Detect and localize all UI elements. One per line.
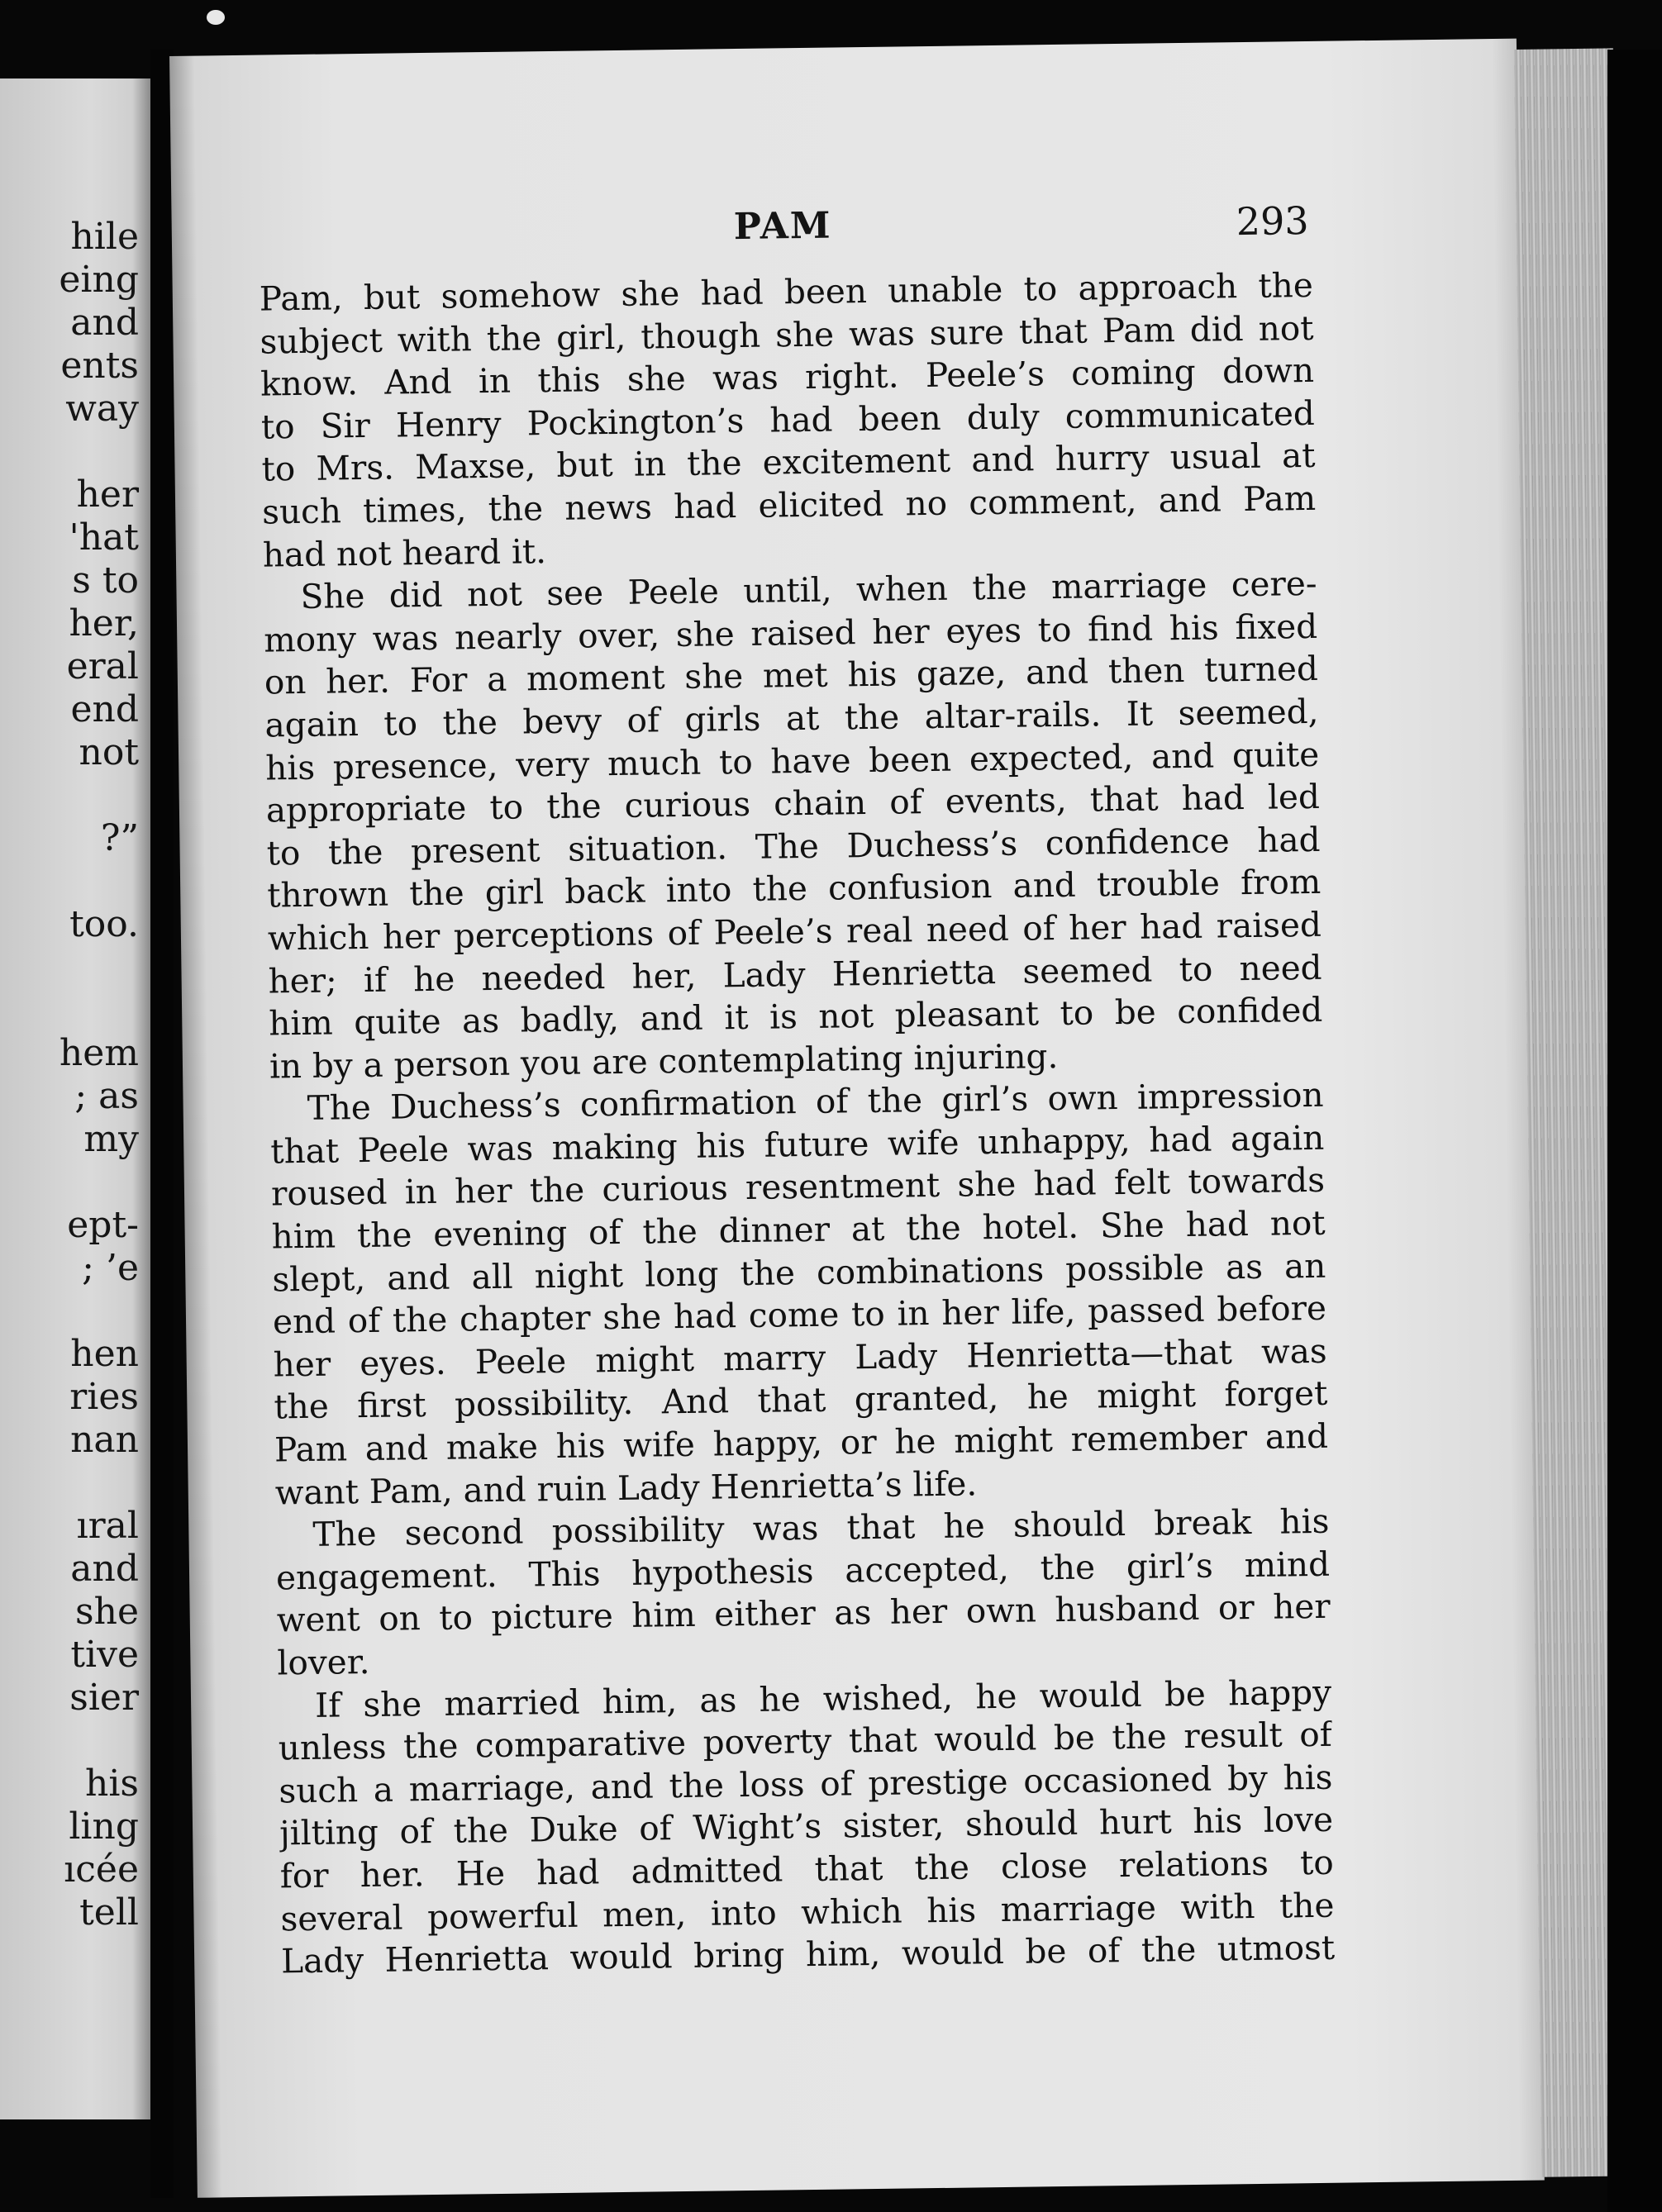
left-page-fragment: ?” [100,817,139,859]
text-line: her; if he needed her, Lady Henrietta seemed to need [268,947,1322,1001]
left-page-fragment: her [76,473,139,516]
text-line: him quite as badly, and it is not pleasant to be confided [269,989,1323,1044]
left-page-fragment: ıral [76,1505,139,1547]
text-line: She did not see Peele until, when the marriage cere- [300,564,1317,617]
text-line: the first possibility. And that granted, he might forget [274,1373,1328,1427]
text-line: had not heard it. [262,530,547,575]
text-line: several powerful men, into which his marriage with the [280,1885,1335,1938]
text-line: roused in her the curious resentment she had felt towards [270,1160,1326,1214]
left-page-fragment: eral [66,645,139,687]
text-line: The second possibility was that he should break his [312,1501,1330,1555]
left-page-fragment: eing [59,259,139,301]
left-page-fragment: s to [72,559,139,602]
text-line: on her. For a moment she met his gaze, and then turned [264,649,1319,702]
text-line: The Duchess’s confirmation of the girl’s own impression [307,1075,1324,1129]
text-line: to the present situation. The Duchess’s confidence had [266,819,1321,873]
left-page-fragment: ling [69,1805,139,1848]
text-line: unless the comparative poverty that would be the result of [278,1714,1333,1768]
text-line: jilting of the Duke of Wight’s sister, should hurt his love [279,1800,1334,1853]
left-page-fragment: not [79,731,139,773]
text-line: Pam, but somehow she had been unable to approach the [259,264,1314,319]
running-head [171,196,1519,263]
left-page-fragment: 'hat [69,516,139,559]
text-line: again to the bevy of girls at the altar-rails. It seemed, [264,691,1319,745]
left-page-fragment: hem [59,1032,139,1074]
left-page-fragment: end [70,688,139,730]
left-page-fragment: sier [69,1677,139,1719]
text-line: him the evening of the dinner at the hotel. She had not [271,1202,1326,1257]
left-page-fragment: tell [79,1891,139,1934]
text-line: end of the chapter she had come to in her life, passed before [272,1288,1327,1342]
left-page-fragment: her, [69,602,139,645]
scan-speck [207,10,225,25]
text-line: his presence, very much to have been expected, and quite [264,734,1320,788]
left-page-fragment: hile [70,216,139,258]
left-page-fragment: hen [70,1333,139,1375]
left-page-fragment: ents [60,345,139,387]
text-line: know. And in this she was right. Peele’s coming down [260,350,1315,404]
text-line: If she married him, as he wished, he would be happy [314,1672,1332,1725]
text-line: which her perceptions of Peele’s real need of her had raised [267,904,1322,959]
edge-shadow [1607,50,1662,2212]
text-line: such a marriage, and the loss of prestige occasioned by his [279,1757,1333,1811]
text-line: lover. [277,1641,370,1683]
left-page-fragment: ept- [67,1204,139,1246]
text-line: thrown the girl back into the confusion and trouble from [266,862,1322,916]
left-page-fragment: nan [70,1419,139,1461]
text-line: went on to picture him either as her own husband or her [276,1586,1331,1640]
left-page-fragment: his [85,1762,139,1805]
left-page-fragment: and [70,302,139,344]
left-page-fragment: tive [70,1634,139,1676]
text-line: subject with the girl, though she was sure that Pam did not [260,307,1314,362]
text-line: slept, and all night long the combinations possible as an [272,1245,1326,1300]
left-page-fragment: my [83,1118,139,1160]
text-line: that Peele was making his future wife unhappy, had again [270,1117,1325,1172]
left-page-fragment: way [65,388,139,430]
text-line: to Sir Henry Pockington’s had been duly communicated [260,392,1316,447]
text-line: engagement. This hypothesis accepted, the girl’s mind [275,1544,1331,1598]
text-line: such times, the news had elicited no comment, and Pam [261,478,1317,532]
text-line: appropriate to the curious chain of events, that had led [265,776,1321,830]
left-page-fragment: ; as [74,1075,139,1117]
page-body-text [260,264,1336,1983]
left-page-fragment: too. [69,903,139,945]
book-gutter [150,50,174,2198]
text-line: in by a person you are contemplating injuring. [269,1035,1059,1087]
running-title: PAM [733,204,832,249]
left-facing-page [0,78,150,2119]
left-page-fragment: and [70,1548,139,1590]
text-line: Lady Henrietta would bring him, would be of the utmost [280,1927,1336,1981]
text-line: Pam and make his wife happy, or he might remember and [274,1415,1329,1470]
left-page-fragment: ıcée [64,1848,139,1891]
text-line: to Mrs. Maxse, but in the excitement and hurry usual at [261,435,1316,489]
left-page-fragment: she [75,1591,139,1633]
page-number: 293 [1236,197,1309,245]
text-line: for her. He had admitted that the close relations to [279,1842,1335,1896]
left-page-fragment: ries [69,1376,139,1418]
left-page-fragment: ; ’e [82,1247,139,1289]
text-line: her eyes. Peele might marry Lady Henrietta—that was [273,1330,1327,1385]
right-page [169,39,1545,2198]
text-line: want Pam, and ruin Lady Henrietta’s life. [274,1463,978,1513]
text-line: mony was nearly over, she raised her eyes to find his fixed [263,606,1318,660]
